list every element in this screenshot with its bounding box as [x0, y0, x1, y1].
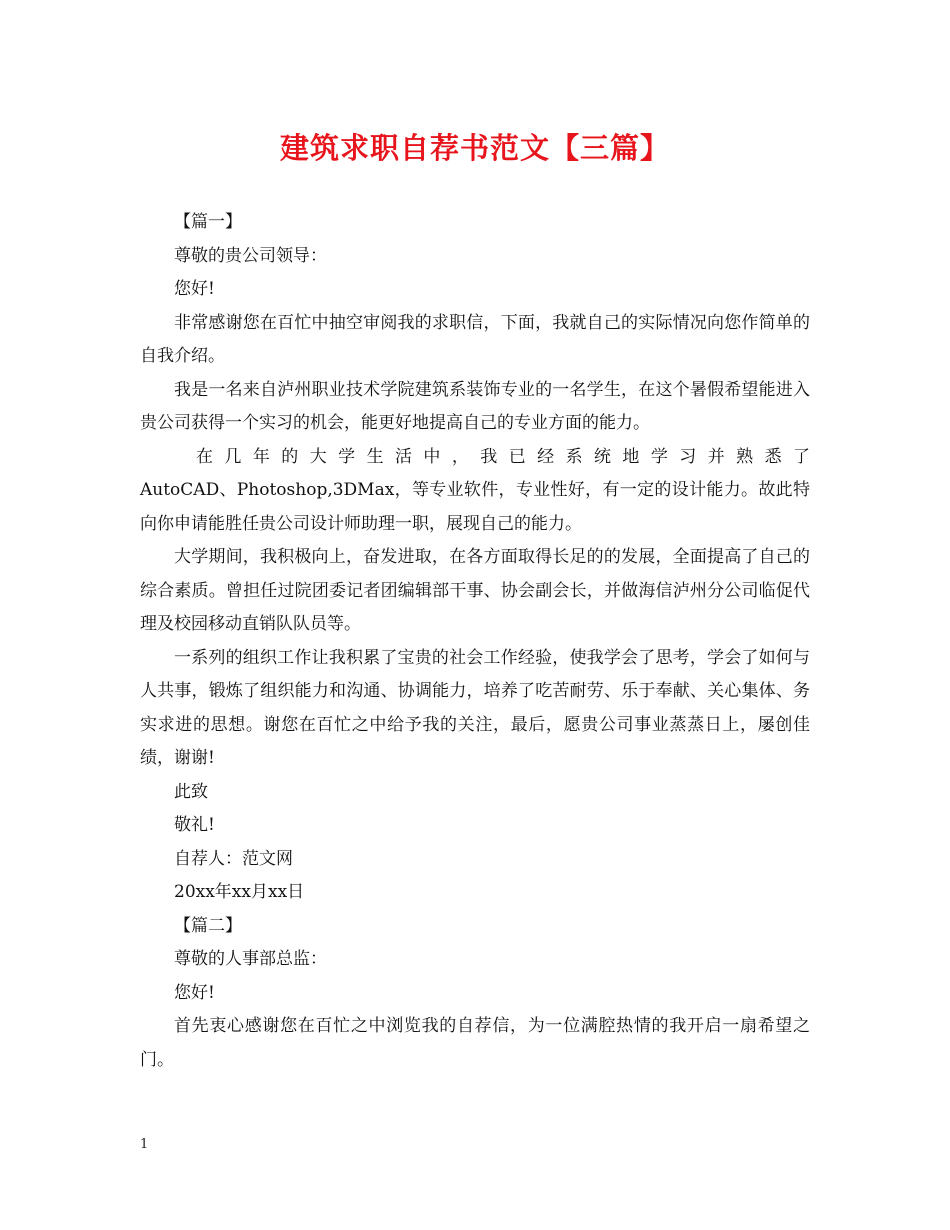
page-number: 1: [140, 1137, 149, 1152]
body-paragraph: 首先衷心感谢您在百忙之中浏览我的自荐信，为一位满腔热情的我开启一扇希望之门。: [140, 1016, 810, 1070]
body-paragraph: 一系列的组织工作让我积累了宝贵的社会工作经验，使我学会了思考，学会了如何与人共事，锻炼了组织能力和沟通、协调能力，培养了吃苦耐劳、乐于奉献、关心集体、务实求进的思想。谢您在百忙之中给予我的关注，最后，愿贵公司事业蒸蒸日上，屡创佳绩，谢谢!: [140, 647, 810, 768]
document-title: 建筑求职自荐书范文【三篇】: [279, 131, 670, 165]
document-body: [140, 206, 810, 1077]
greeting: 您好!: [174, 982, 215, 1003]
section-heading: 【篇二】: [174, 915, 242, 936]
salutation: 尊敬的人事部总监：: [174, 949, 327, 969]
closing-line: 此致: [174, 781, 208, 802]
date-line: 20xx年xx月xx日: [174, 882, 305, 902]
salutation: 尊敬的贵公司领导：: [174, 245, 327, 266]
body-paragraph: AutoCAD、Photoshop,3DMax，等专业软件，专业性好，有一定的设计能力。故此特向你申请能胜任贵公司设计师助理一职，展现自己的能力。: [140, 480, 810, 534]
greeting: 您好!: [174, 279, 215, 299]
body-paragraph: 在几年的大学生活中，我已经系统地学习并熟悉了: [196, 446, 810, 467]
body-paragraph: 非常感谢您在百忙中抽空审阅我的求职信，下面，我就自己的实际情况向您作简单的自我介绍。: [140, 312, 810, 366]
body-paragraph: 大学期间，我积极向上，奋发进取，在各方面取得长足的的发展，全面提高了自己的综合素质。曾担任过院团委记者团编辑部干事、协会副会长，并做海信泸州分公司临促代理及校园移动直销队队员等。: [140, 547, 810, 634]
body-paragraph: 我是一名来自泸州职业技术学院建筑系装饰专业的一名学生，在这个暑假希望能进入贵公司获得一个实习的机会，能更好地提高自己的专业方面的能力。: [140, 379, 810, 433]
section-heading: 【篇一】: [174, 212, 242, 232]
closing-line: 敬礼!: [174, 815, 215, 835]
signature-line: 自荐人：范文网: [174, 848, 293, 869]
